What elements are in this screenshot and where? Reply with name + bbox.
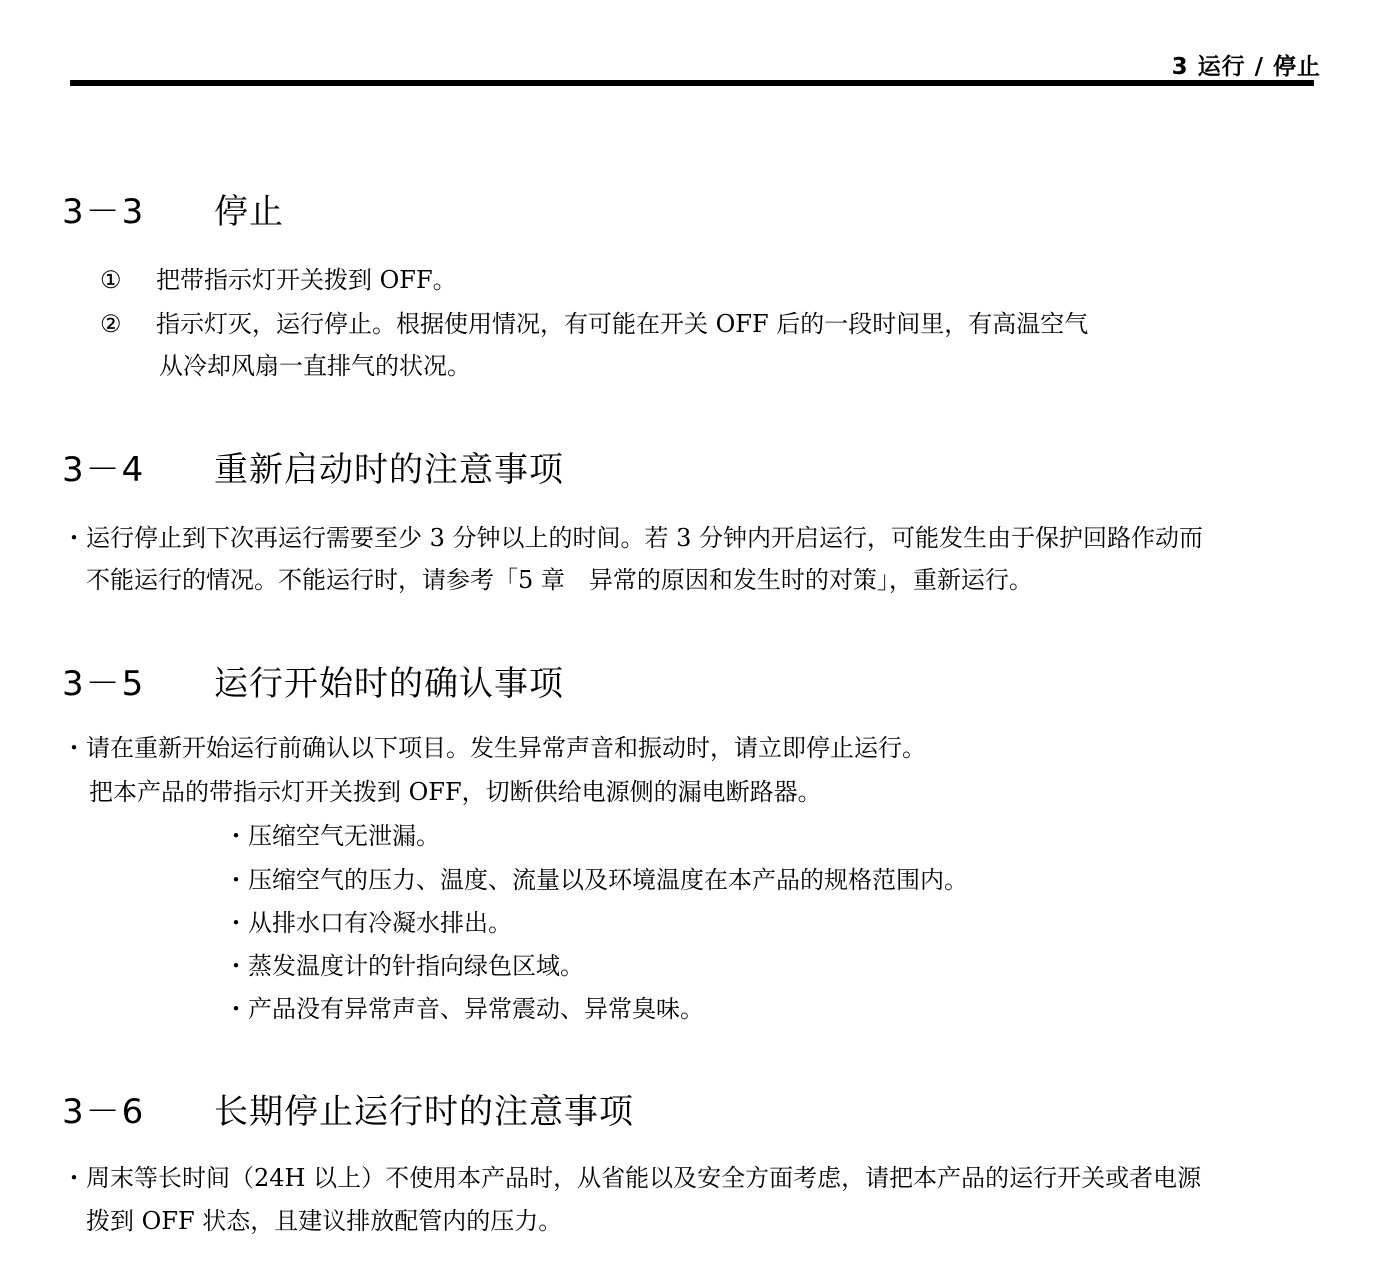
bullet: ・	[62, 1164, 86, 1192]
checklist-item	[224, 907, 512, 939]
paragraph-text: 运行停止到下次再运行需要至少 3 分钟以上的时间。若 3 分钟内开启运行，可能发生由于保护回路作动而	[86, 524, 1204, 552]
checklist-text: 从排水口有冷凝水排出。	[248, 909, 512, 937]
step-text: 指示灯灭，运行停止。根据使用情况，有可能在开关 OFF 后的一段时间里，有高温空气	[156, 310, 1089, 338]
paragraph-line: 不能运行的情况。不能运行时，请参考「5 章 异常的原因和发生时的对策」，重新运行。	[86, 566, 1033, 594]
bullet: ・	[224, 822, 248, 850]
step-marker: ①	[100, 266, 122, 294]
section-heading-3-6	[62, 1088, 634, 1136]
step-marker: ②	[100, 310, 122, 338]
section-title: 停止	[214, 192, 284, 232]
section-number: 3－4	[62, 450, 146, 490]
step-item-2	[100, 308, 1088, 340]
bullet: ・	[224, 995, 248, 1023]
section-title: 重新启动时的注意事项	[214, 450, 564, 490]
bullet: ・	[224, 952, 248, 980]
header-rule	[70, 80, 1314, 86]
section-title: 长期停止运行时的注意事项	[214, 1092, 634, 1132]
running-header: 3 运行 / 停止	[1171, 54, 1321, 80]
checklist-item	[224, 993, 704, 1025]
paragraph-text: 请在重新开始运行前确认以下项目。发生异常声音和振动时，请立即停止运行。	[86, 734, 926, 762]
checklist-text: 压缩空气的压力、温度、流量以及环境温度在本产品的规格范围内。	[248, 866, 968, 894]
step-item-2-continuation: 从冷却风扇一直排气的状况。	[159, 352, 471, 380]
paragraph-line	[62, 1162, 1201, 1194]
paragraph-text: 周末等长时间（24H 以上）不使用本产品时，从省能以及安全方面考虑，请把本产品的运行开关或者电源	[86, 1164, 1202, 1192]
checklist-item	[224, 864, 968, 896]
paragraph-line: 把本产品的带指示灯开关拨到 OFF，切断供给电源侧的漏电断路器。	[89, 778, 822, 806]
paragraph-line: 拨到 OFF 状态，且建议排放配管内的压力。	[86, 1207, 563, 1235]
step-item-1	[100, 264, 457, 296]
checklist-text: 蒸发温度计的针指向绿色区域。	[248, 952, 584, 980]
checklist-text: 压缩空气无泄漏。	[248, 822, 440, 850]
step-text: 把带指示灯开关拨到 OFF。	[156, 266, 457, 294]
bullet: ・	[62, 524, 86, 552]
section-number: 3－6	[62, 1092, 146, 1132]
section-heading-3-5	[62, 660, 564, 708]
checklist-item	[224, 820, 440, 852]
bullet: ・	[224, 866, 248, 894]
section-number: 3－3	[62, 192, 146, 232]
paragraph-line	[62, 732, 926, 764]
bullet: ・	[62, 734, 86, 762]
paragraph-line	[62, 522, 1203, 554]
checklist-item	[224, 950, 584, 982]
bullet: ・	[224, 909, 248, 937]
section-number: 3－5	[62, 664, 146, 704]
section-title: 运行开始时的确认事项	[214, 664, 564, 704]
section-heading-3-3	[62, 188, 284, 236]
section-heading-3-4	[62, 446, 564, 494]
checklist-text: 产品没有异常声音、异常震动、异常臭味。	[248, 995, 704, 1023]
